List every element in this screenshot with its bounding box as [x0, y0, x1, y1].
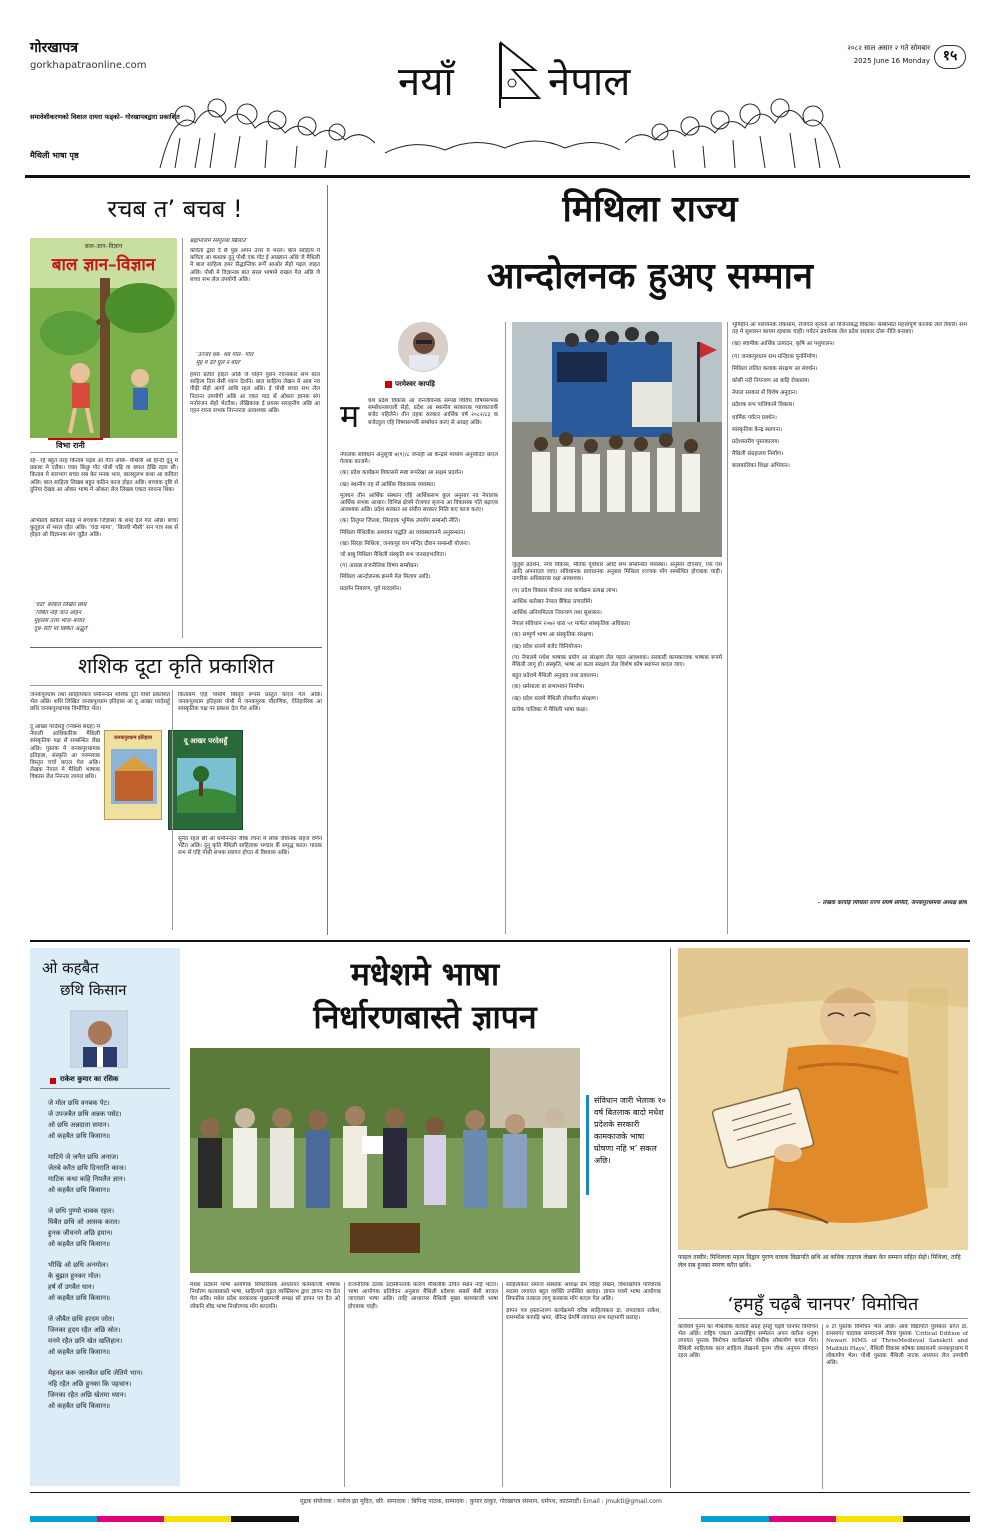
- footer-imprint: [300, 1497, 960, 1505]
- stanza: [48, 1206, 173, 1250]
- registration-marks: [30, 1516, 970, 1522]
- list-item: बहुत प्रदेशमे मैथिली अनुवाद तथा प्रकाशन।: [512, 673, 599, 680]
- poem-line: भीखि ओ छथि अनमोल।: [48, 1261, 109, 1269]
- tagline: समावेशीकरणको विशाल दायरा फड्को– गोरखापत्रद्वारा प्रकाशित: [30, 113, 180, 121]
- stanza: [48, 1260, 173, 1304]
- article-title: ‘हमहुँ चढ़बै चानपर’ विमोचित: [727, 1294, 919, 1315]
- poem-line: जेतबे करैत छथि दिनराति काज।: [48, 1164, 127, 1172]
- poem-line: जे जीबैत छथि हरदम जोत।: [48, 1315, 115, 1323]
- vidyapati-painting: [678, 948, 968, 1250]
- imprint-text: मुद्रक संयोजक : मनोज झा मुदित, वरि. सम्पादक : बिपिन्द्र पाठक, सम्पादक : कुमार ठाकुर, गोरखापत्र संस्थान, धर्मपथ, काठमाडौं।: [300, 1498, 582, 1505]
- poem-title-line2: छथि किसान: [60, 981, 127, 999]
- article-body: कविता द्वारा दै छै पुछ अपन उत्तर में भरल। बाल साहित्य मे कविता आ कथाक दुनू पोथी एक गोट ई आख्यान अछि जे मैथिली मे बाल साहित्य हमर सैद्धान्तिक रूपेँ आओर सेहो पढ़ल जाइत अछि। पोथी मे विज्ञानक बात सरल भाषामे राखल गेल अछि जे बच्चा सभ लेल उपयोगी अछि।: [190, 248, 320, 283]
- author-signoff: – लेखक कापड़ि मिथिला राज्य संघर्ष समिति, जनकपुरधामक अध्यक्ष छथि: [817, 900, 967, 906]
- list-item: मिथिला आन्दोलनक क्रममे मेल मिलाप आदि।: [340, 574, 431, 581]
- article-body: अभिप्राय कविता संग्रह मे बच्चाक जिज्ञासा के शब्द देल गेल अछि। बच्चा कुतूहल सँ भरल रहैत अछि। ‘चंदा मामा’, ‘बिल्ली मौसी’ सन पात्र सब सँ होइत ओ विज्ञानक संग जुड़ैत अछि।: [30, 518, 178, 539]
- book-cover-image: [104, 730, 162, 820]
- article-body: सुनैत रहल छी आ धर्मानन्दन जीक रचना मे लोक जीवनक सहज वर्णन भेटैत अछि। दूनू कृति मैथिली साहित्यक भण्डार केँ समृद्ध करत। पाठक सभ सँ एहि पोथी सभक स्वागत होएत से विश्वास अछि।: [178, 836, 322, 857]
- poem-line: ‘जिबैत नहि जाउ ओहन: [34, 610, 82, 616]
- poem-line: हर्ष सँ उगबैत धान।: [48, 1283, 95, 1291]
- list-item: प्रदर्शन निवारण, पूर्व मारदर्शन।: [340, 585, 401, 592]
- article-body: कविवर्य पुनम का मैथिलीक कविता संग्रह हमहुँ चढ़बै चानपर विमोचन भेल अछि। राष्ट्रिय एकता अन्तर्राष्ट्रिय सम्मेलन अपन करीना धनुषा लगायत पुस्तक विमोचन कार्यक्रममे पोथीक लोकार्पण कएल गेल। मैथिली साहित्यक बाल साहित्य लेखनमे पुनम जीक अनुपम योगदान रहल अछि।: [678, 1324, 818, 1359]
- list-item: नेपाल सरकार सँ विशेष अनुदान।: [732, 390, 798, 397]
- book-cover-image: [30, 238, 177, 438]
- list-item: प्रदेशस्तरीय पुस्तकालय।: [732, 439, 780, 446]
- nepal-flag-icon: [500, 43, 539, 108]
- list-item: नेपालक संविधान अनुसूची ७(१)/८ जेनाही आ केन्द्रसँ माध्यम अनुमोदित कएल गेलाक काजमे।: [340, 452, 498, 466]
- poem-line: हुनक जीवनमे अछि इमान।: [48, 1229, 113, 1237]
- list-item: धार्मिक पर्यटन प्रवर्धन।: [732, 414, 777, 421]
- poem-line: ओ कहबैत छथि किसान॥: [48, 1294, 111, 1302]
- list-item: (ग) प्रदेश विकास योजना तथा कार्यक्रम प्रत्यक्ष लाभ।: [512, 587, 618, 594]
- paper-name: गोरखापत्र: [30, 40, 78, 56]
- poem-line: ओ कहबैत छथि किसान॥: [48, 1132, 111, 1140]
- poem-kisan: [30, 948, 180, 1486]
- list-item: (ख) प्रदेश स्तरमे मैथिली लोकगीत संरक्षण।: [512, 695, 598, 702]
- book-title-label: बाल ज्ञान–विज्ञान: [51, 255, 156, 275]
- book-title-label: दू आखर परदेसहुँ: [183, 736, 228, 745]
- list-item: (ग) आसन्न राजनीतिक विषय सम्बोधन।: [340, 563, 419, 570]
- page-number: १५: [942, 48, 958, 64]
- email-label: Email :: [583, 1498, 604, 1505]
- list-item: (क) प्रदेश कार्यक्रम विकासमे स्पष्ट रूपरेखा आ सक्षम प्रदर्शन।: [340, 470, 464, 477]
- article-body: जनकपुरधाम तथा साहित्यकार धर्मानन्दन शशिक दूटा पोथी प्रकाशित भेल अछि। शशि लिखित जनकपुरधाम इतिहास आ दू आखर परदेसहुँ छथि जनकपुरधामक विमोचित भेल।: [30, 692, 170, 713]
- article-body: रहे– रहे बहुत तरह किताब पढ़ब आ गीत अछि– मैथिली आ हिन्दी दुनू मे प्रकाश मे एलैक। एकर किछु गोट पोथी पढ़ि वा छपल देखि रहल छी। किताब मे सारभाग बच्चा सब केर मनक भाव, बालसुलभ कथा आ कविता अछि। बाल साहित्य लिखब बहुत कठिन काज होइत अछि। बच्चाक दृष्टि सँ दुनिया देखब आ ओकर भाषा मे ओकरा लेल लिखब एकटा साधना थिक।: [30, 458, 178, 493]
- article-body: दू आखर परदेसहुँ (निबन्ध संग्रह) मे नेपाली आधिकारिक मैथिली सांस्कृतिक पक्ष सँ सम्बन्धित लेख अछि। पुस्तक मे जनकपुरधामक इतिहास, संस्कृति आ परम्पराक विस्तृत चर्चा कएल गेल अछि। लेखक नेपाल मे मैथिली भाषाक विकास लेल निरन्तर लागल छथि।: [30, 724, 100, 781]
- sidebar-quote-bar: [586, 1095, 589, 1195]
- article-body: हमरा प्रतीत होइत अछि जे पहिने पुरान रचनाकार सभ बाल साहित्य दिस बेसी ध्यान देलनि। बाल साहित्य लेखन मे आब नव पीढ़ी सेहो आगाँ आबि रहल अछि। ई पोथी बच्चा सभ लेल नितान्त उपयोगी अछि आ एकर पाठ सँ ओकरा ज्ञानक संग मनोरंजन सेहो भेटतैक। लेखिकाक ई प्रयास सराहनीय अछि आ एहन रचना सभक निरन्तरता आवश्यक अछि।: [190, 372, 320, 415]
- poem-line: मुहल्ला उत्तर भोज–बजार: [34, 618, 85, 624]
- article-body: [732, 322, 967, 887]
- stanza: [48, 1368, 173, 1412]
- author-icon: [385, 381, 392, 388]
- article-body: राजनीतिक दलक उदासीनताके कारण मैथिलीके उचित स्थान नहि भेटल। भाषा आयोगक प्रतिवेदन अनुसार मैथिली प्रदेशक सबसँ बेसी बाजल जाएवला भाषा अछि। ताहि आधारपर मैथिली मुख्य कामकाजी भाषा होएबाक चाही।: [348, 1282, 498, 1310]
- list-item: प्रत्येक पालिका मे मैथिली भाषा कक्षा।: [512, 706, 588, 713]
- crowd-illustration: [155, 28, 845, 168]
- list-item: (ख) स्वामीक आर्थिक उत्पादन, कृषि आ पशुपालन।: [732, 341, 835, 348]
- poem-line: ‘उज्जर धब– धब गोल– गोल: [196, 352, 254, 358]
- date-nepali: २०८२ साल असार २ गते सोमबार: [847, 44, 930, 52]
- website-link[interactable]: gorkhapatraonline.com: [30, 60, 147, 71]
- article-body: [340, 452, 498, 932]
- stanza: [48, 1314, 173, 1358]
- poem-line: ओ कहबैत छथि किसान॥: [48, 1240, 111, 1248]
- poem-line: जे उपजबैत छथि अन्नक पसेट।: [48, 1110, 122, 1118]
- list-item: (ख) सिरहा मिथिला, जनकपुर राम मन्दिर दौरान सम्बन्धी योजना।: [340, 540, 470, 547]
- stanza: [48, 1152, 173, 1196]
- poem-line: घिबैत छथि ओ आसक करल।: [48, 1218, 120, 1226]
- list-item: सांस्कृतिक केन्द्र स्थापना।: [732, 426, 783, 433]
- poem-body: [48, 1098, 173, 1412]
- article-body: [506, 1282, 661, 1487]
- page-number-badge: [934, 45, 966, 69]
- poem-line: ओ कहबैत छथि किसान॥: [48, 1402, 111, 1410]
- list-item: कोसी नदी नियन्त्रण आ बाढ़ि रोकथाम।: [732, 378, 810, 385]
- poem-line: जिनका रहैत अछि खेतमा ध्यान।: [48, 1391, 127, 1399]
- subhead: ब्रह्मभोजमे रसगुल्ला खिलाउ’: [190, 238, 248, 244]
- author-photo: [398, 322, 448, 372]
- poem-line: दूध–रोटी पर छिकैत अद्भुत’: [34, 626, 89, 632]
- masthead-right: नेपाल: [548, 59, 631, 105]
- poem-line: मेहनत करू जानकैत छथि जेतिमे भान।: [48, 1369, 143, 1377]
- book-title-label: जनकपुरधाम इतिहास: [113, 735, 153, 741]
- headline-line2: आन्दोलनक हुअए सम्मान: [487, 256, 813, 297]
- poem-line: जिनका हृदय रहैत अछि स्रोत।: [48, 1326, 121, 1334]
- poem-line: माटिक कथा कहि नियलैत ज्ञान।: [48, 1175, 126, 1183]
- poem-line: मुँह मे देते घुले न बोल’: [196, 360, 242, 366]
- article-title: रचब त’ बचब !: [107, 195, 243, 223]
- author-name: विभा रानी: [56, 441, 85, 450]
- article-body: [512, 562, 722, 932]
- photo-caption: फाइल तस्वीर: मिथिलाक महान विद्वान पुराण वाचक विद्यापति छथि आ कविक ताड़पत्र लेखक केर सम्मान सहित सेहो। मिथिला, ताहि लेल सब हुनका स्मरण करैत छथि।: [678, 1254, 961, 1269]
- poem-title-line1: ओ कहबैत: [42, 959, 99, 977]
- poem-line: ओ कहबैत छथि किसान॥: [48, 1186, 111, 1194]
- article-body: ४ टा पुस्तक विमोचन भेल अछि। आब विद्यापति पुरस्कार प्राप्त डा. रामसागर यादवक सम्पादनमे तैयार पुस्तक ‘Critical Edition of Newari MMS of ThreeMedieval Sanskrit and Maithili Plays’, मैथिली विकास कोषक प्रकाशनमे जनकपुरधाम मे लोकार्पण भेल। पोथी पुस्तक मैथिली नाटक अध्ययन लेल उपयोगी अछि।: [826, 1324, 968, 1367]
- list-item: जो बाबु मिथिला मैथिली संस्कृति सभ जनसहभागिता।: [340, 552, 447, 559]
- masthead-left: नयाँ: [398, 59, 454, 105]
- poem-line: मनमे रहैत छनि खेत खलिहान।: [48, 1337, 123, 1345]
- list-item: बालबालिका शिक्षा अभियान।: [732, 463, 790, 470]
- article-body: भूमिहीन आ पलायनक रोकथाम, रोजगार सृजना आ योजनाबद्ध विकास। सम्बन्धित महत्त्वपूर्ण काजक लेल तैयारी। सभ तह मे सुशासन कायम रहबाक चाही। पर्यटन प्रवर्धनक लेल प्रदेश सरकार ठोस नीति बनाबए।: [732, 322, 967, 336]
- poem-line: ओ छथि अन्नदाता समान।: [48, 1121, 110, 1129]
- poem-line: माटिमे जे जनैत छथि अनाज।: [48, 1153, 119, 1161]
- article-body: (ग) नेपालमे मधेश भाषाक प्रयोग आ संरक्षण लेल पहल आवश्यक। सरकारी कामकाजक भाषाक रूपमे मैथिली लागू हो। संस्कृति, भाषा आ कला संरक्षण लेल विशेष कोष स्थापना कएल जाए।: [512, 654, 722, 669]
- headline-line2: निर्धारणबास्ते ज्ञापन: [313, 998, 537, 1036]
- book-cover-image: [168, 730, 243, 830]
- poem-line: ओ कहबैत छथि किसान॥: [48, 1348, 111, 1356]
- article-title: शशिक दूटा कृति प्रकाशित: [77, 654, 275, 678]
- list-item: आर्थिक करोबार नेपाल बैंकिङ प्रणालीमे।: [512, 598, 593, 605]
- author-photo: [70, 1010, 128, 1068]
- poem-line: के बुझत हुनकर मोल।: [48, 1272, 101, 1280]
- list-item: आर्थिक अनियमितता नियन्त्रण तथा सुशासन।: [512, 610, 602, 617]
- list-item: (क) तिलुपर जिल्ला, सिरहाक भूमिक उपयोग सम्बन्धी नीति।: [340, 518, 461, 525]
- list-item: (ख) प्रदेश स्तरमे बजेट विनियोजन।: [512, 643, 583, 650]
- book-series-label: बाल–ज्ञान–विज्ञान: [84, 243, 123, 250]
- article-body: साहित्यकार समाज संस्थाक अध्यक्ष प्रेम विदेह लखन, विशाखापत्र परिवारक सदस्य लगायत बहुत व्यक्ति उपस्थित छलाह। ज्ञापन पत्रमे भाषा आयोगक सिफारिस तत्काल लागू करबाक माँग कएल गेल अछि।: [506, 1282, 661, 1303]
- poem-line: जे छथि पुण्यो चाबक रहल।: [48, 1207, 115, 1215]
- headline-line1: मधेशमे भाषा: [350, 955, 500, 993]
- article-body: धेश प्रदेश विकास आ जनजीवनक सम्पन्न विविध विषयसभक सम्बोधनकएली सेहो, प्रदेश आ स्थानीय सरकारक प्यारकाजकेँ बजेट पहिलेने। तीन तहक सरकार आर्थिक वर्ष २०८२/८३ क बजेटहुल एहि विषयसभकेँ सम्बोधन करए से आग्रह अछि।: [368, 398, 498, 426]
- sidebar-quote: संविधान जारी भेलाक १० वर्ष बितलाक बादो मधेश प्रदेशके सरकारी कामकाजके भाषा घोषणा नहि भ’ सकल अछि।: [594, 1096, 666, 1165]
- list-item: नेपाल संविधान २०७२ धारा ५१ मार्फत सांस्कृतिक अधिकार।: [512, 621, 631, 628]
- article-body: किताबमे एहि पोथीमे विस्तृत रूपसँ प्रस्तुत कएल गेल अछि। जनकपुरधाम इतिहास पोथी मे जनकपुरक पौराणिक, ऐतिहासिक आ सांस्कृतिक पक्ष पर प्रकाश देल गेल अछि।: [178, 692, 322, 713]
- email-link[interactable]: jmukti@gmail.com: [605, 1498, 662, 1505]
- list-item: मैथिली संग्रहालय निर्माण।: [732, 451, 784, 458]
- article-body: ज्ञापन पत्र हस्तान्तरण कार्यक्रममे वरिष्ठ साहित्यकार डा. रामदयाल राकेश, रामभरोस कापड़ि भ्रमर, धीरेन्द्र प्रेमर्षि लगायत सभ सहभागी छलाह।: [506, 1307, 661, 1321]
- article-body: जुलुस प्रदर्शन, नगर विकास, भैतिक पूर्वाधार आदि सभ सम्बन्धित व्यवस्था। अनुसार दीएसए, एस एस आदि अपनाएल जाए। संविधानक प्रावधानक अनुसार मिथिला राज्यक माँग सम्बोधित होएबाक चाही। नागरिक अधिकारक रक्षा आवश्यक।: [512, 562, 722, 583]
- rally-photo: [512, 322, 722, 557]
- drop-cap: म: [340, 397, 360, 435]
- list-item: (ग) जनकपुरधाम सभ मन्दिरक पुनर्निर्माण।: [732, 353, 818, 360]
- section-label: मैथिली भाषा पृष्ठ: [30, 151, 79, 160]
- date-english: 2025 June 16 Monday: [853, 57, 930, 65]
- author-name: राकेश कुमार का रसिक: [60, 1075, 119, 1083]
- author-icon: [50, 1078, 56, 1084]
- list-item: (ख) स्थानीय तह सँ आर्थिक विकासक व्यवस्था।: [340, 481, 436, 488]
- author-name: परमेश्वर कापड़ि: [395, 380, 435, 388]
- headline-line1: मिथिला राज्य: [562, 189, 738, 230]
- list-item: मिथिला ललित कलाक संरक्षण आ संवर्धन।: [732, 365, 818, 372]
- poem-line: जे मोल छथि वनबक पेट।: [48, 1099, 110, 1107]
- stanza: [48, 1098, 173, 1142]
- article-body: मधेश प्रदेशमे भाषा आयोगक सिफारिसके आधारपर कामकाजी भाषाक निर्धारण करबाबास्ते भाषा, साहित्यमे जुड़ल व्यक्तिसभ द्वारा ज्ञापन पत्र देल गेल अछि। मधेश प्रदेश सरकारक मुख्यमन्त्री समक्ष सो ज्ञापन पत्र दैत ओ लोकनि शीघ्र भाषा निर्धारणक माँग कएलनि।: [190, 1282, 340, 1310]
- poem-line: नहि रहैत अछि हुनका कि पहचान।: [48, 1380, 132, 1388]
- poem-line: ‘चंदा’ कविता लिखैत छथि: [34, 602, 87, 608]
- article-body: मुलधन तीन आर्थिक संस्थान एहि आर्थिकसभ कुल अनुसार नव नेपालक आर्थिक सभक आधार। विभिन्न क्षेत्रमे रोजगार सृजना आ विकासक गति बढ़ाएब आवश्यक अछि। प्रदेश सरकार आ संघीय सरकार मिलि कए काज करए।: [340, 492, 498, 514]
- list-item: प्रदेशक सभ पालिकामे विकास।: [732, 402, 795, 409]
- list-item: (क) धर्मशाला वा सभाभवन निर्माण।: [512, 684, 585, 691]
- list-item: मिथिला मैथिलीक अध्ययन पद्धति आ व्यवस्थापनमे अनुसन्धान।: [340, 529, 466, 536]
- list-item: (क) सम्पूर्ण भाषा आ संस्कृतिक संरक्षण।: [512, 632, 594, 639]
- memorandum-photo: [190, 1048, 580, 1273]
